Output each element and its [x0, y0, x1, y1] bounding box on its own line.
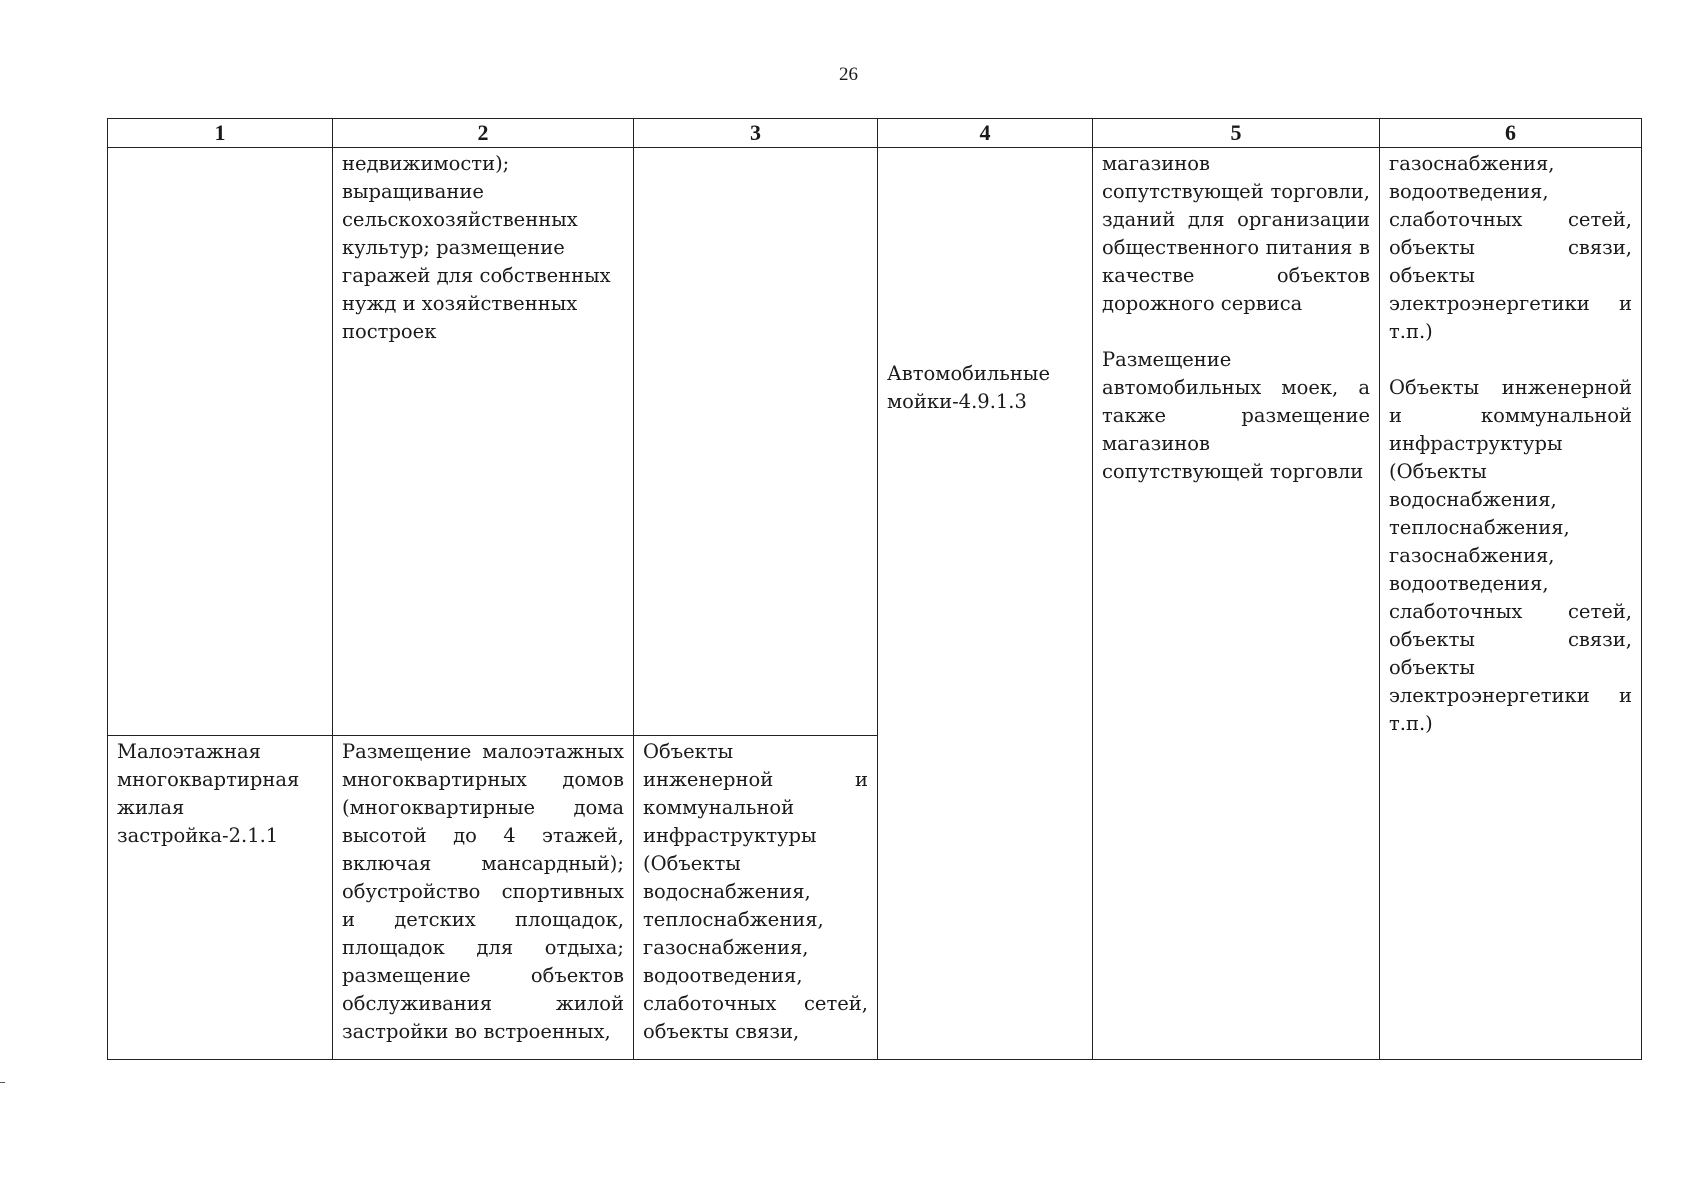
- column-header-2: 2: [333, 119, 634, 148]
- table-header-row: [108, 119, 1642, 148]
- row1-col6-description: Объекты инженерной и коммунальной инфраструктуры (Объекты водоснабжения, теплоснабжения, газоснабжения, водоотведения, слаботочных сетей, объекты связи, объекты электроэнергетики и т.п.): [1389, 376, 1632, 735]
- row2-col1-cell: [108, 736, 333, 1060]
- row1-col2-line1: недвижимости);: [342, 152, 510, 175]
- row1-col4-cell: [878, 148, 1093, 1060]
- row1-col5-description: Размещение автомобильных моек, а также размещение магазинов сопутствующей торговли: [1102, 348, 1370, 483]
- column-header-5: 5: [1093, 119, 1380, 148]
- row2-col2-cell: [333, 736, 634, 1060]
- row1-col5-cell: [1093, 148, 1380, 1060]
- permitted-use-name: Автомобильные мойки-4.9.1.3: [887, 362, 1050, 413]
- column-header-3: 3: [634, 119, 878, 148]
- row1-col3-cell: [634, 148, 878, 736]
- row1-col5-continuation: магазинов сопутствующей торговли, зданий для организации общественного питания в качестве объектов дорожного сервиса: [1102, 152, 1370, 315]
- table-row: [108, 148, 1642, 736]
- row2-col2-description: Размещение малоэтажных многоквартирных домов (многоквартирные дома высотой до 4 этажей, включая мансардный); обустройство спортивных и детских площадок, площадок для отдыха; размещение объектов обслуживания жилой застройки во встроенных,: [342, 740, 624, 1043]
- row1-col6-cell: [1380, 148, 1642, 1060]
- land-use-table: [107, 118, 1642, 1060]
- column-header-1: 1: [108, 119, 333, 148]
- row1-col2-text: выращивание сельскохозяйственных культур; размещение гаражей для собственных нужд и хозяйственных построек: [342, 180, 611, 343]
- margin-mark: [0, 1082, 5, 1083]
- row2-col3-description: Объекты инженерной и коммунальной инфраструктуры (Объекты водоснабжения, теплоснабжения, газоснабжения, водоотведения, слаботочных сетей, объекты связи,: [643, 740, 868, 1043]
- row1-col6-continuation: газоснабжения, водоотведения, слаботочных сетей, объекты связи, объекты электроэнергетики и т.п.): [1389, 152, 1632, 343]
- row2-col3-cell: [634, 736, 878, 1060]
- zone-use-name: Малоэтажная многоквартирная жилая застройка-2.1.1: [117, 740, 300, 847]
- column-header-6: 6: [1380, 119, 1642, 148]
- column-header-4: 4: [878, 119, 1093, 148]
- row1-col2-cell: [333, 148, 634, 736]
- page-number: 26: [839, 64, 858, 85]
- row1-col1-cell: [108, 148, 333, 736]
